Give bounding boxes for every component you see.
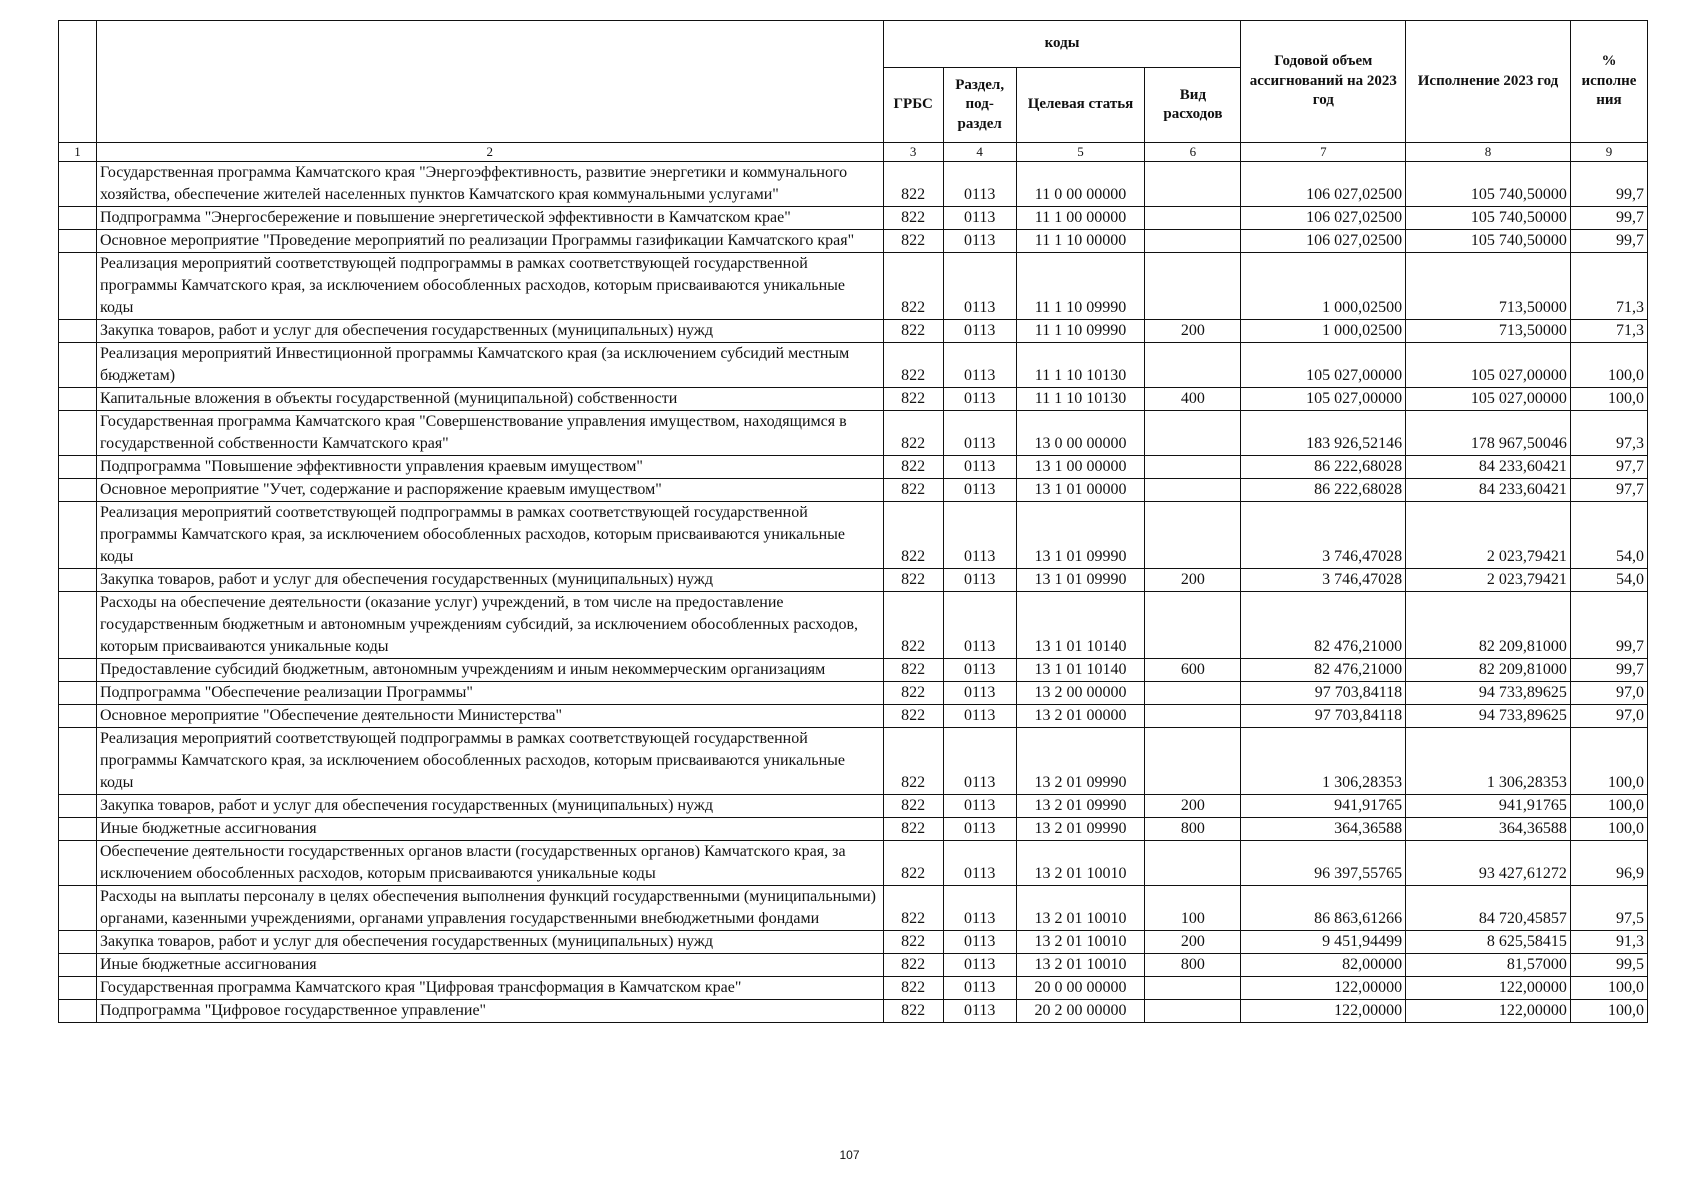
row-target-article-cell: 11 1 10 10130: [1016, 388, 1145, 411]
row-target-article-cell: 13 1 01 10140: [1016, 659, 1145, 682]
row-execution-percent-cell: 99,7: [1570, 207, 1647, 230]
row-execution-percent-cell: 100,0: [1570, 818, 1647, 841]
row-annual-allocation-cell: 105 027,00000: [1241, 343, 1406, 388]
row-execution-cell: 93 427,61272: [1406, 841, 1571, 886]
row-execution-percent-cell: 100,0: [1570, 977, 1647, 1000]
row-expense-type-cell: [1145, 411, 1241, 456]
row-name-cell: Закупка товаров, работ и услуг для обеспечения государственных (муниципальных) нужд: [97, 795, 884, 818]
column-number: 8: [1406, 143, 1571, 162]
row-name-cell: Подпрограмма "Обеспечение реализации Программы": [97, 682, 884, 705]
row-execution-percent-cell: 54,0: [1570, 502, 1647, 569]
row-section-cell: 0113: [943, 931, 1016, 954]
row-execution-cell: 81,57000: [1406, 954, 1571, 977]
row-expense-type-cell: [1145, 841, 1241, 886]
row-expense-type-cell: [1145, 728, 1241, 795]
row-annual-allocation-cell: 3 746,47028: [1241, 569, 1406, 592]
row-expense-type-cell: [1145, 592, 1241, 659]
column-number: 9: [1570, 143, 1647, 162]
row-target-article-cell: 13 2 01 10010: [1016, 931, 1145, 954]
row-expense-type-cell: 200: [1145, 569, 1241, 592]
row-name-cell: Подпрограмма "Цифровое государственное управление": [97, 1000, 884, 1023]
row-target-article-cell: 13 2 01 09990: [1016, 818, 1145, 841]
row-execution-cell: 713,50000: [1406, 253, 1571, 320]
table-row: [59, 954, 1648, 977]
row-section-cell: 0113: [943, 818, 1016, 841]
table-row: [59, 1000, 1648, 1023]
row-grbs-cell: 822: [883, 728, 943, 795]
row-index-cell: [59, 1000, 97, 1023]
row-target-article-cell: 11 0 00 00000: [1016, 162, 1145, 207]
row-annual-allocation-cell: 122,00000: [1241, 977, 1406, 1000]
row-name-cell: Подпрограмма "Повышение эффективности управления краевым имуществом": [97, 456, 884, 479]
row-section-cell: 0113: [943, 592, 1016, 659]
row-target-article-cell: 11 1 00 00000: [1016, 207, 1145, 230]
row-execution-percent-cell: 100,0: [1570, 388, 1647, 411]
row-annual-allocation-cell: 106 027,02500: [1241, 207, 1406, 230]
row-expense-type-cell: [1145, 456, 1241, 479]
row-name-cell: Расходы на обеспечение деятельности (оказание услуг) учреждений, в том числе на предоставление государственным бюджетным и автономным учреждениям субсидий, за исключением обособленных расходов, которым присваиваются уникальные коды: [97, 592, 884, 659]
row-target-article-cell: 13 1 01 09990: [1016, 502, 1145, 569]
table-row: [59, 502, 1648, 569]
table-row: [59, 569, 1648, 592]
row-section-cell: 0113: [943, 230, 1016, 253]
row-index-cell: [59, 162, 97, 207]
row-target-article-cell: 20 2 00 00000: [1016, 1000, 1145, 1023]
row-name-cell: Основное мероприятие "Проведение мероприятий по реализации Программы газификации Камчатского края": [97, 230, 884, 253]
row-execution-percent-cell: 99,7: [1570, 162, 1647, 207]
row-expense-type-cell: 800: [1145, 954, 1241, 977]
row-grbs-cell: 822: [883, 592, 943, 659]
row-index-cell: [59, 411, 97, 456]
table-row: [59, 343, 1648, 388]
row-annual-allocation-cell: 941,91765: [1241, 795, 1406, 818]
row-target-article-cell: 13 1 01 09990: [1016, 569, 1145, 592]
row-index-cell: [59, 456, 97, 479]
row-target-article-cell: 13 2 01 10010: [1016, 886, 1145, 931]
row-grbs-cell: 822: [883, 502, 943, 569]
row-grbs-cell: 822: [883, 388, 943, 411]
header-execution-percent: % исполне ния: [1570, 21, 1647, 143]
row-expense-type-cell: 200: [1145, 795, 1241, 818]
row-execution-cell: 122,00000: [1406, 1000, 1571, 1023]
row-target-article-cell: 13 2 01 09990: [1016, 728, 1145, 795]
row-target-article-cell: 13 0 00 00000: [1016, 411, 1145, 456]
row-grbs-cell: 822: [883, 320, 943, 343]
row-execution-percent-cell: 99,5: [1570, 954, 1647, 977]
row-section-cell: 0113: [943, 207, 1016, 230]
row-name-cell: Закупка товаров, работ и услуг для обеспечения государственных (муниципальных) нужд: [97, 320, 884, 343]
row-execution-cell: 105 740,50000: [1406, 207, 1571, 230]
row-expense-type-cell: [1145, 682, 1241, 705]
row-execution-percent-cell: 71,3: [1570, 253, 1647, 320]
row-annual-allocation-cell: 96 397,55765: [1241, 841, 1406, 886]
row-execution-percent-cell: 97,0: [1570, 705, 1647, 728]
row-execution-cell: 105 740,50000: [1406, 162, 1571, 207]
row-expense-type-cell: [1145, 1000, 1241, 1023]
row-grbs-cell: 822: [883, 977, 943, 1000]
row-execution-percent-cell: 97,3: [1570, 411, 1647, 456]
row-name-cell: Предоставление субсидий бюджетным, автономным учреждениям и иным некоммерческим организациям: [97, 659, 884, 682]
table-row: [59, 479, 1648, 502]
row-target-article-cell: 13 2 00 00000: [1016, 682, 1145, 705]
row-expense-type-cell: 800: [1145, 818, 1241, 841]
row-execution-percent-cell: 91,3: [1570, 931, 1647, 954]
row-section-cell: 0113: [943, 411, 1016, 456]
row-name-cell: Реализация мероприятий соответствующей подпрограммы в рамках соответствующей государственной программы Камчатского края, за исключением обособленных расходов, которым присваиваются уникальные коды: [97, 502, 884, 569]
row-name-cell: Иные бюджетные ассигнования: [97, 818, 884, 841]
row-annual-allocation-cell: 364,36588: [1241, 818, 1406, 841]
row-grbs-cell: 822: [883, 253, 943, 320]
row-index-cell: [59, 592, 97, 659]
row-annual-allocation-cell: 86 222,68028: [1241, 456, 1406, 479]
row-execution-cell: 82 209,81000: [1406, 592, 1571, 659]
row-expense-type-cell: [1145, 479, 1241, 502]
row-annual-allocation-cell: 1 000,02500: [1241, 253, 1406, 320]
row-expense-type-cell: 100: [1145, 886, 1241, 931]
row-index-cell: [59, 682, 97, 705]
row-name-cell: Подпрограмма "Энергосбережение и повышение энергетической эффективности в Камчатском крае": [97, 207, 884, 230]
row-annual-allocation-cell: 106 027,02500: [1241, 162, 1406, 207]
row-target-article-cell: 13 2 01 10010: [1016, 841, 1145, 886]
row-execution-cell: 2 023,79421: [1406, 502, 1571, 569]
row-index-cell: [59, 230, 97, 253]
row-section-cell: 0113: [943, 320, 1016, 343]
row-annual-allocation-cell: 106 027,02500: [1241, 230, 1406, 253]
row-grbs-cell: 822: [883, 682, 943, 705]
row-target-article-cell: 11 1 10 09990: [1016, 320, 1145, 343]
row-annual-allocation-cell: 122,00000: [1241, 1000, 1406, 1023]
row-section-cell: 0113: [943, 1000, 1016, 1023]
row-grbs-cell: 822: [883, 931, 943, 954]
row-grbs-cell: 822: [883, 705, 943, 728]
row-expense-type-cell: [1145, 230, 1241, 253]
row-expense-type-cell: [1145, 705, 1241, 728]
row-index-cell: [59, 705, 97, 728]
row-execution-cell: 105 027,00000: [1406, 388, 1571, 411]
row-execution-percent-cell: 97,0: [1570, 682, 1647, 705]
row-execution-percent-cell: 96,9: [1570, 841, 1647, 886]
row-name-cell: Расходы на выплаты персоналу в целях обеспечения выполнения функций государственными (муниципальными) органами, казенными учреждениями, органами управления государственными внебюджетными фондами: [97, 886, 884, 931]
header-blank-name: [97, 21, 884, 143]
row-name-cell: Закупка товаров, работ и услуг для обеспечения государственных (муниципальных) нужд: [97, 569, 884, 592]
row-annual-allocation-cell: 3 746,47028: [1241, 502, 1406, 569]
row-execution-cell: 1 306,28353: [1406, 728, 1571, 795]
row-annual-allocation-cell: 86 222,68028: [1241, 479, 1406, 502]
row-execution-cell: 178 967,50046: [1406, 411, 1571, 456]
row-execution-cell: 84 233,60421: [1406, 479, 1571, 502]
row-name-cell: Государственная программа Камчатского края "Цифровая трансформация в Камчатском крае": [97, 977, 884, 1000]
column-number: 2: [97, 143, 884, 162]
column-number: 1: [59, 143, 97, 162]
row-execution-cell: 105 027,00000: [1406, 343, 1571, 388]
row-index-cell: [59, 343, 97, 388]
row-execution-percent-cell: 54,0: [1570, 569, 1647, 592]
row-expense-type-cell: 600: [1145, 659, 1241, 682]
row-index-cell: [59, 886, 97, 931]
row-expense-type-cell: 400: [1145, 388, 1241, 411]
row-execution-cell: 84 720,45857: [1406, 886, 1571, 931]
row-annual-allocation-cell: 82,00000: [1241, 954, 1406, 977]
row-execution-percent-cell: 99,7: [1570, 592, 1647, 659]
row-index-cell: [59, 502, 97, 569]
row-execution-cell: 105 740,50000: [1406, 230, 1571, 253]
row-expense-type-cell: 200: [1145, 931, 1241, 954]
row-grbs-cell: 822: [883, 818, 943, 841]
header-execution: Исполнение 2023 год: [1406, 21, 1571, 143]
table-row: [59, 977, 1648, 1000]
row-section-cell: 0113: [943, 728, 1016, 795]
table-row: [59, 456, 1648, 479]
row-expense-type-cell: [1145, 977, 1241, 1000]
row-execution-cell: 8 625,58415: [1406, 931, 1571, 954]
row-annual-allocation-cell: 1 306,28353: [1241, 728, 1406, 795]
row-index-cell: [59, 253, 97, 320]
row-execution-cell: 94 733,89625: [1406, 682, 1571, 705]
header-target-article: Целевая статья: [1016, 68, 1145, 143]
row-section-cell: 0113: [943, 569, 1016, 592]
row-section-cell: 0113: [943, 456, 1016, 479]
column-number: 3: [883, 143, 943, 162]
table-row: [59, 705, 1648, 728]
page-number: 107: [839, 1148, 860, 1162]
row-grbs-cell: 822: [883, 456, 943, 479]
row-index-cell: [59, 569, 97, 592]
row-expense-type-cell: [1145, 162, 1241, 207]
row-expense-type-cell: [1145, 207, 1241, 230]
table-row: [59, 207, 1648, 230]
row-execution-percent-cell: 100,0: [1570, 795, 1647, 818]
row-annual-allocation-cell: 9 451,94499: [1241, 931, 1406, 954]
row-execution-percent-cell: 97,7: [1570, 479, 1647, 502]
row-section-cell: 0113: [943, 479, 1016, 502]
row-execution-cell: 364,36588: [1406, 818, 1571, 841]
row-grbs-cell: 822: [883, 954, 943, 977]
row-expense-type-cell: 200: [1145, 320, 1241, 343]
row-name-cell: Государственная программа Камчатского края "Совершенствование управления имуществом, находящимся в государственной собственности Камчатского края": [97, 411, 884, 456]
row-index-cell: [59, 795, 97, 818]
row-index-cell: [59, 954, 97, 977]
row-execution-cell: 713,50000: [1406, 320, 1571, 343]
row-grbs-cell: 822: [883, 886, 943, 931]
row-section-cell: 0113: [943, 977, 1016, 1000]
header-section-subsection: Раздел, под-раздел: [943, 68, 1016, 143]
row-target-article-cell: 11 1 10 10130: [1016, 343, 1145, 388]
row-grbs-cell: 822: [883, 230, 943, 253]
table-row: [59, 253, 1648, 320]
table-row: [59, 931, 1648, 954]
table-row: [59, 886, 1648, 931]
table-row: [59, 659, 1648, 682]
row-annual-allocation-cell: 105 027,00000: [1241, 388, 1406, 411]
row-grbs-cell: 822: [883, 841, 943, 886]
column-number-row: [59, 143, 1648, 162]
row-grbs-cell: 822: [883, 479, 943, 502]
row-execution-cell: 82 209,81000: [1406, 659, 1571, 682]
row-index-cell: [59, 479, 97, 502]
row-execution-percent-cell: 99,7: [1570, 659, 1647, 682]
row-expense-type-cell: [1145, 502, 1241, 569]
row-name-cell: Капитальные вложения в объекты государственной (муниципальной) собственности: [97, 388, 884, 411]
row-target-article-cell: 13 1 00 00000: [1016, 456, 1145, 479]
table-row: [59, 841, 1648, 886]
table-row: [59, 162, 1648, 207]
budget-table: [58, 20, 1648, 1023]
row-section-cell: 0113: [943, 841, 1016, 886]
row-index-cell: [59, 728, 97, 795]
header-expense-type: Вид расходов: [1145, 68, 1241, 143]
header-blank-index: [59, 21, 97, 143]
row-section-cell: 0113: [943, 253, 1016, 320]
column-number: 6: [1145, 143, 1241, 162]
row-section-cell: 0113: [943, 162, 1016, 207]
row-name-cell: Закупка товаров, работ и услуг для обеспечения государственных (муниципальных) нужд: [97, 931, 884, 954]
table-row: [59, 388, 1648, 411]
column-number: 4: [943, 143, 1016, 162]
row-target-article-cell: 13 1 01 00000: [1016, 479, 1145, 502]
row-execution-percent-cell: 97,7: [1570, 456, 1647, 479]
row-section-cell: 0113: [943, 388, 1016, 411]
row-section-cell: 0113: [943, 795, 1016, 818]
row-grbs-cell: 822: [883, 659, 943, 682]
row-section-cell: 0113: [943, 502, 1016, 569]
header-codes: коды: [883, 21, 1241, 68]
row-grbs-cell: 822: [883, 795, 943, 818]
row-name-cell: Основное мероприятие "Учет, содержание и распоряжение краевым имуществом": [97, 479, 884, 502]
header-grbs: ГРБС: [883, 68, 943, 143]
row-index-cell: [59, 977, 97, 1000]
row-grbs-cell: 822: [883, 411, 943, 456]
row-name-cell: Обеспечение деятельности государственных органов власти (государственных органов) Камчатского края, за исключением обособленных расходов, которым присваиваются уникальные коды: [97, 841, 884, 886]
table-row: [59, 818, 1648, 841]
row-annual-allocation-cell: 1 000,02500: [1241, 320, 1406, 343]
header-annual-allocation: Годовой объем ассигнований на 2023 год: [1241, 21, 1406, 143]
row-name-cell: Реализация мероприятий Инвестиционной программы Камчатского края (за исключением субсидий местным бюджетам): [97, 343, 884, 388]
table-row: [59, 230, 1648, 253]
row-name-cell: Реализация мероприятий соответствующей подпрограммы в рамках соответствующей государственной программы Камчатского края, за исключением обособленных расходов, которым присваиваются уникальные коды: [97, 253, 884, 320]
column-number: 5: [1016, 143, 1145, 162]
row-target-article-cell: 13 2 01 00000: [1016, 705, 1145, 728]
row-annual-allocation-cell: 86 863,61266: [1241, 886, 1406, 931]
row-execution-percent-cell: 71,3: [1570, 320, 1647, 343]
row-section-cell: 0113: [943, 954, 1016, 977]
row-section-cell: 0113: [943, 343, 1016, 388]
row-name-cell: Реализация мероприятий соответствующей подпрограммы в рамках соответствующей государственной программы Камчатского края, за исключением обособленных расходов, которым присваиваются уникальные коды: [97, 728, 884, 795]
row-target-article-cell: 11 1 10 00000: [1016, 230, 1145, 253]
row-execution-cell: 2 023,79421: [1406, 569, 1571, 592]
row-section-cell: 0113: [943, 659, 1016, 682]
table-row: [59, 411, 1648, 456]
row-execution-cell: 941,91765: [1406, 795, 1571, 818]
row-grbs-cell: 822: [883, 1000, 943, 1023]
row-execution-percent-cell: 100,0: [1570, 343, 1647, 388]
row-index-cell: [59, 659, 97, 682]
row-execution-cell: 84 233,60421: [1406, 456, 1571, 479]
row-index-cell: [59, 207, 97, 230]
row-index-cell: [59, 320, 97, 343]
row-index-cell: [59, 931, 97, 954]
row-grbs-cell: 822: [883, 207, 943, 230]
row-execution-percent-cell: 97,5: [1570, 886, 1647, 931]
row-target-article-cell: 11 1 10 09990: [1016, 253, 1145, 320]
row-annual-allocation-cell: 183 926,52146: [1241, 411, 1406, 456]
row-section-cell: 0113: [943, 682, 1016, 705]
row-annual-allocation-cell: 97 703,84118: [1241, 682, 1406, 705]
row-section-cell: 0113: [943, 705, 1016, 728]
column-number: 7: [1241, 143, 1406, 162]
row-execution-cell: 122,00000: [1406, 977, 1571, 1000]
table-row: [59, 682, 1648, 705]
row-grbs-cell: 822: [883, 343, 943, 388]
row-grbs-cell: 822: [883, 162, 943, 207]
row-execution-percent-cell: 100,0: [1570, 1000, 1647, 1023]
row-annual-allocation-cell: 82 476,21000: [1241, 659, 1406, 682]
table-row: [59, 728, 1648, 795]
row-target-article-cell: 13 2 01 10010: [1016, 954, 1145, 977]
row-name-cell: Основное мероприятие "Обеспечение деятельности Министерства": [97, 705, 884, 728]
row-target-article-cell: 20 0 00 00000: [1016, 977, 1145, 1000]
row-target-article-cell: 13 1 01 10140: [1016, 592, 1145, 659]
row-annual-allocation-cell: 82 476,21000: [1241, 592, 1406, 659]
row-expense-type-cell: [1145, 343, 1241, 388]
row-name-cell: Государственная программа Камчатского края "Энергоэффективность, развитие энергетики и коммунального хозяйства, обеспечение жителей населенных пунктов Камчатского края коммунальными услугами": [97, 162, 884, 207]
table-body: [59, 162, 1648, 1023]
row-section-cell: 0113: [943, 886, 1016, 931]
row-grbs-cell: 822: [883, 569, 943, 592]
row-name-cell: Иные бюджетные ассигнования: [97, 954, 884, 977]
row-execution-cell: 94 733,89625: [1406, 705, 1571, 728]
table-row: [59, 795, 1648, 818]
table-row: [59, 592, 1648, 659]
row-index-cell: [59, 388, 97, 411]
row-expense-type-cell: [1145, 253, 1241, 320]
row-index-cell: [59, 841, 97, 886]
table-row: [59, 320, 1648, 343]
row-execution-percent-cell: 100,0: [1570, 728, 1647, 795]
row-execution-percent-cell: 99,7: [1570, 230, 1647, 253]
row-target-article-cell: 13 2 01 09990: [1016, 795, 1145, 818]
row-index-cell: [59, 818, 97, 841]
row-annual-allocation-cell: 97 703,84118: [1241, 705, 1406, 728]
